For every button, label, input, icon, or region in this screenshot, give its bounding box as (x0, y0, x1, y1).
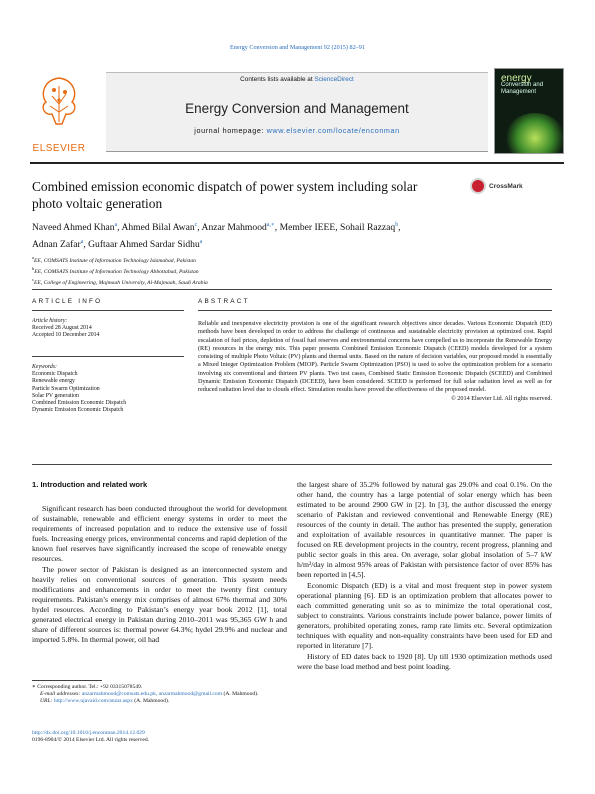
body-paragraph: History of ED dates back to 1920 [8]. Up till 1930 optimization methods used were the base load method and best point loading. (297, 652, 552, 671)
affiliations (32, 254, 552, 287)
received-date: Received 28 August 2014 (32, 325, 92, 332)
article-history (32, 318, 192, 340)
affiliation-sup: c (32, 276, 34, 282)
homepage-line (106, 126, 488, 135)
affiliation-text: EE, COMSATS Institute of Information Technology Abbottabad, Pakistan (34, 268, 199, 275)
body-paragraph: Significant research has been conducted throughout the world for development of sustainable, renewable and efficient energy systems in order to meet the requirements of increased population and to reduce the extensive use of fossil fuels. Increasing energy prices, environmental concerns and rapid depletion of the known fuel reserves have significantly increased the scope of renewable energy resources. (32, 504, 287, 563)
body-divider (32, 464, 552, 465)
affiliation-sup: a (32, 255, 34, 260)
author-affil-link[interactable]: a (114, 222, 118, 228)
crossmark-badge[interactable] (470, 178, 523, 194)
email-link[interactable]: anzarmahmood@comsats.edu.pk, anzarmahmood@gmail.com (81, 691, 223, 697)
affiliation-item (32, 265, 552, 276)
url-link[interactable]: http://www.njavaid.com/anzar.aspx (53, 698, 133, 704)
author-list (32, 218, 552, 252)
author-affil-link[interactable]: a (199, 239, 203, 246)
abstract-heading: ABSTRACT (198, 298, 250, 305)
author-affil-link[interactable]: a (80, 239, 84, 246)
article-title: Combined emission economic dispatch of power system including solar photo voltaic generation (32, 179, 418, 211)
keyword-item: Dynamic Emission Economic Dispatch (32, 407, 124, 414)
journal-header (30, 68, 564, 158)
section-1-title: 1. Introduction and related work (32, 480, 148, 489)
corresponding-author: ∗ Corresponding author. Tel.: +92 03315078549. (32, 684, 143, 690)
author-line-1: Naveed Ahmed Khan$^a$, Ahmed Bilal Awan$^c$, Anzar Mahmood$^{a,∗}$, Member IEEE, Sohail Razzaq$^b$, (32, 222, 401, 234)
email-label: E-mail addresses: (40, 691, 81, 697)
affiliation-item (32, 276, 552, 287)
cover-title: energy (501, 73, 532, 84)
cover-glow (505, 113, 564, 154)
sciencedirect-link[interactable]: ScienceDirect (314, 76, 354, 83)
email-tail: (A. Mahmood). (223, 691, 259, 697)
elsevier-tree-icon (34, 72, 84, 128)
crossmark-label: CrossMark (489, 182, 523, 190)
cover-subtitle: Conversion and Management (501, 82, 544, 95)
homepage-prefix: journal homepage: (194, 126, 267, 135)
url-tail: (A. Mahmood). (134, 698, 170, 704)
email-line (32, 691, 287, 698)
journal-banner (106, 72, 488, 152)
affiliation-sup: b (32, 265, 35, 271)
footnote-rule (32, 680, 102, 681)
elsevier-logo[interactable] (30, 72, 88, 154)
author-name: Naveed Ahmed Khan (32, 222, 115, 234)
header-divider (30, 162, 564, 164)
journal-title: Energy Conversion and Management (185, 101, 409, 116)
left-column (32, 480, 287, 646)
contents-line (106, 76, 488, 83)
contents-prefix: Contents lists available at (240, 76, 315, 83)
accepted-date: Accepted 10 December 2014 (32, 332, 100, 339)
keyword-item: Renewable energy (32, 378, 75, 385)
footnotes (32, 684, 287, 705)
article-info-rule (32, 310, 184, 311)
keyword-item: Solar PV generation (32, 392, 79, 399)
affiliation-item (32, 254, 552, 265)
publisher-name: ELSEVIER (32, 143, 86, 154)
right-column (297, 480, 552, 673)
author-line-2: Adnan Zafar$^a$, Guftaar Ahmed Sardar Sidhu$^a$ (32, 239, 203, 251)
url-line (32, 698, 287, 705)
article-info-heading: ARTICLE INFO (32, 298, 103, 305)
section-divider (32, 289, 552, 290)
abstract-copyright: © 2014 Elsevier Ltd. All rights reserved. (451, 394, 552, 402)
journal-cover-image[interactable] (494, 68, 564, 154)
cover-text (501, 75, 563, 96)
keywords-label: Keywords: (32, 364, 57, 370)
article-identifiers (32, 730, 149, 744)
author-affil-link[interactable]: a,∗ (266, 222, 275, 228)
author-name: Ahmed Bilal Awan (121, 222, 195, 234)
body-paragraph: Economic Dispatch (ED) is a vital and most frequent step in power system operational planning [6]. ED is an optimization problem that allocates power to each committed generating unit so as to minimize the total operational cost, subject to constraints. Various constraints include power balance, power limits of generators, prohibited operating zones, ramp rate limits etc. Several optimization techniques with equality and non-equality constraints have been used for ED and reported in literature [7]. (297, 581, 552, 650)
keyword-item: Economic Dispatch (32, 371, 78, 378)
author-affil-link[interactable]: b (395, 222, 399, 228)
keyword-item: Particle Swarm Optimization (32, 385, 100, 392)
issn-line: 0196-8904/© 2014 Elsevier Ltd. All rights reserved. (32, 737, 150, 743)
history-rule (32, 356, 184, 357)
doi-link[interactable]: http://dx.doi.org/10.1016/j.enconman.2014.12.029 (32, 730, 145, 736)
history-label: Article history: (32, 318, 68, 324)
author-name: Adnan Zafar (32, 239, 81, 251)
homepage-link[interactable]: www.elsevier.com/locate/enconman (266, 126, 400, 135)
author-affil-link[interactable]: c (194, 222, 198, 228)
body-paragraph: The power sector of Pakistan is designed as an interconnected system and heavily relies on conventional sources of generation. This system needs modifications and enhancements in order to meet the twenty first century requirements. Pakistan’s energy mix comprises of almost 67% thermal and 30% hydel resources. According to Pakistan’s energy year book 2012 [1], total generated electrical energy in Pakistan during 2010–2011 was 95,365 GW h and share of different sources is: thermal power 64.3%; hydel 29.9% and nuclear and imported 5.8%. In thermal power, oil had (32, 565, 287, 644)
abstract-text: Reliable and inexpensive electricity provision is one of the significant research objectives since decades. Various Economic Dispatch (ED) methods have been developed in order to address the challenge of continuous and sustainable electricity provision at optimized cost. Rapid escalation of fuel prices, depletion of fossil fuel reserves and environmental concerns have compelled us to incorporate the Renewable Energy (RE) resources in the energy mix. This paper presents Combined Emission Economic Dispatch (CEED) models developed for a system consisting of multiple Photo Voltaic (PV) plants and thermal units. Based on the nature of decision variables, our proposed model is essentially a Mixed Integer Optimization Problem (MIOP). Particle Swarm Optimization (PSO) is used to solve the optimization problem for a scenario involving six conventional and thirteen PV plants. Two test cases, Combined Static Emission Economic Dispatch (SCEED) and Combined Dynamic Emission Economic Dispatch (DCEED), have been considered. SCEED is performed for full solar radiation level as well as for reduced radiation level due to clouds effect. Simulation results have proved the effectiveness of the proposed model. (198, 320, 552, 394)
crossmark-icon (470, 178, 486, 194)
affiliation-text: EE, College of Engineering, Majmaah University, Al-Majmaah, Saudi Arabia (34, 279, 208, 286)
author-name: Member IEEE, Sohail Razzaq (279, 222, 396, 234)
keyword-item: Combined Emission Economic Dispatch (32, 400, 127, 407)
journal-reference[interactable]: Energy Conversion and Management 92 (2015) 82–91 (230, 44, 365, 51)
author-name: Anzar Mahmood (201, 222, 267, 234)
keywords-block (32, 364, 192, 414)
author-name: Guftaar Ahmed Sardar Sidhu (88, 239, 200, 251)
abstract-body (198, 320, 552, 403)
body-paragraph: the largest share of 35.2% followed by natural gas 29.0% and coal 0.1%. On the other hand, the country has a large potential of solar energy which has been estimated to be around 2900 GW in [2]. In [3], the author discussed the energy scenario of Pakistan and reviewed conventional and Renewable Energy (RE) resources of the county in detail. The author has presented the supply, generation and exploitation of available resources in quantitative manner. The paper is focused on RE development projects in the country, recent progress, planning and public sector goals in this area. On average, solar global insolation of 5–7 kW h/m²/day in almost 95% areas of Pakistan with persistence factor of over 85% has been reported in [4,5]. (297, 480, 552, 579)
url-label: URL: (40, 698, 53, 704)
abstract-rule (198, 310, 552, 311)
affiliation-text: EE, COMSATS Institute of Information Technology Islamabad, Pakistan (34, 257, 196, 264)
